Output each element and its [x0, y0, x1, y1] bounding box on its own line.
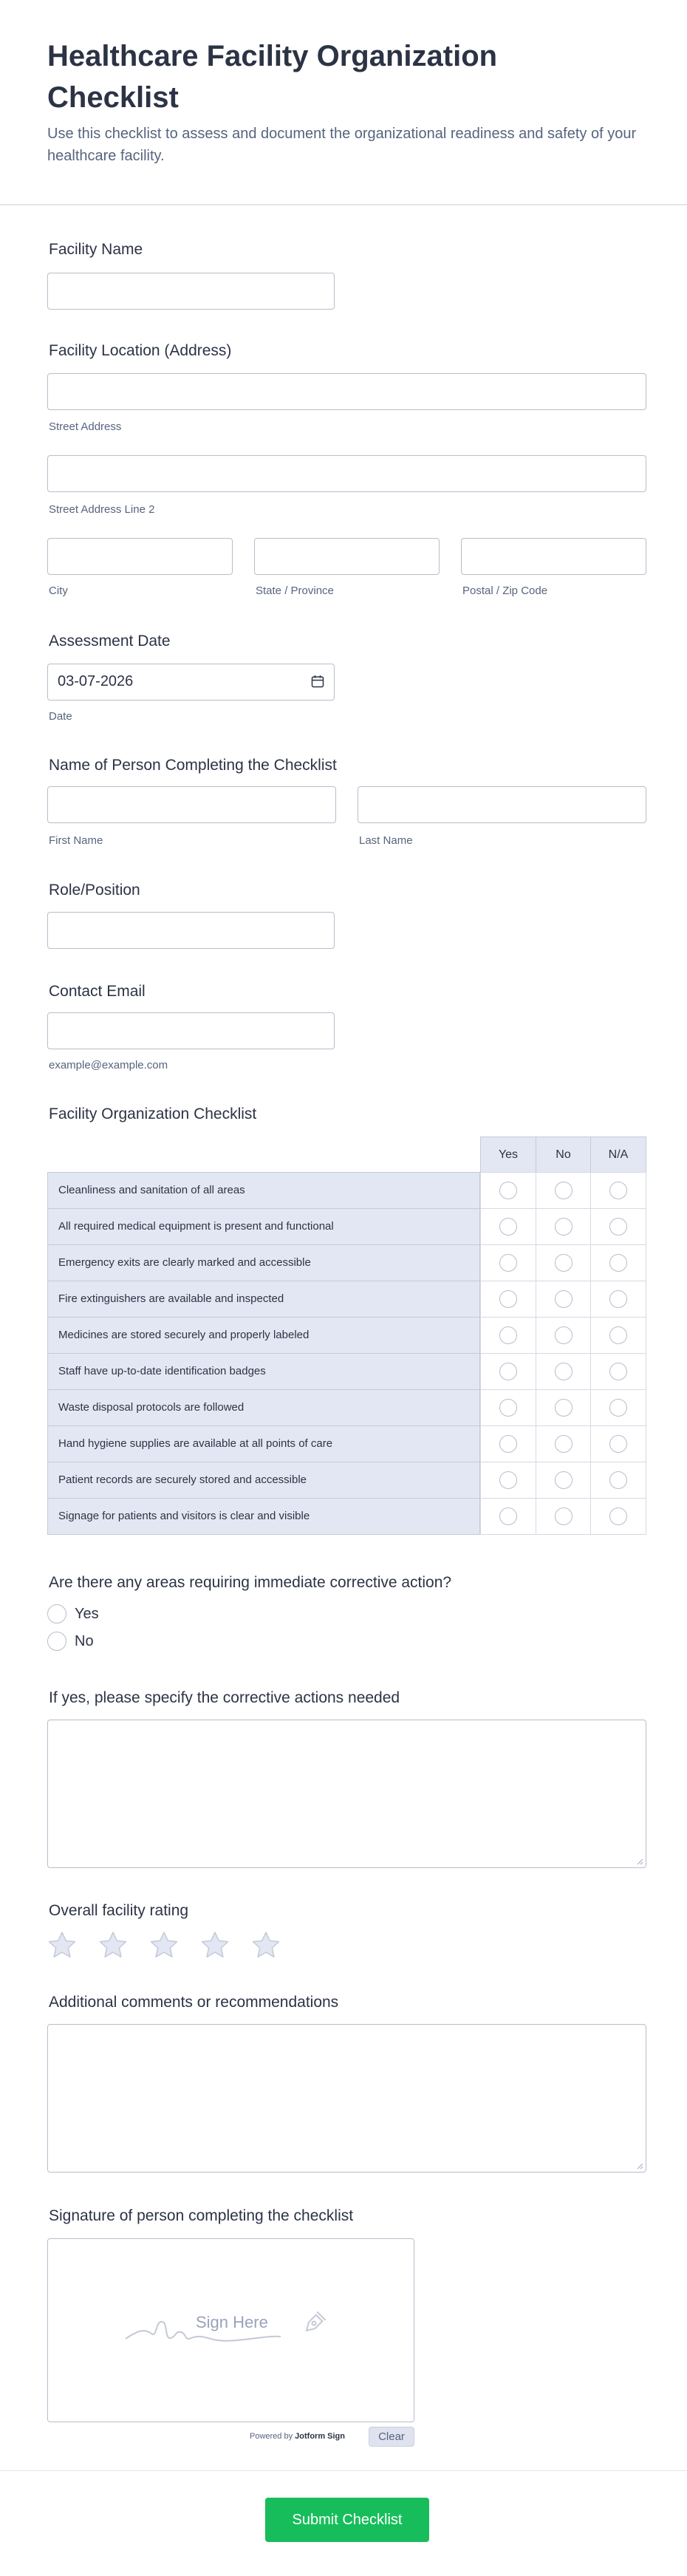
- matrix-cell-no: [536, 1208, 591, 1245]
- clear-signature-button[interactable]: Clear: [369, 2427, 414, 2447]
- city-sublabel: City: [49, 585, 68, 597]
- matrix-row: [47, 1425, 646, 1462]
- last-name-input[interactable]: [358, 786, 646, 823]
- matrix-header-no: No: [536, 1137, 591, 1173]
- powered-by: [250, 2432, 345, 2441]
- matrix-cell-yes: [480, 1317, 536, 1354]
- signature-label: Signature of person completing the checklist: [49, 2207, 354, 2224]
- powered-by-prefix: Powered by: [250, 2432, 293, 2441]
- matrix-row: [47, 1389, 646, 1426]
- matrix-radio-yes[interactable]: [499, 1507, 517, 1525]
- email-input[interactable]: [47, 1012, 335, 1049]
- matrix-radio-no[interactable]: [555, 1254, 572, 1272]
- matrix-row: [47, 1172, 646, 1209]
- matrix-radio-na[interactable]: [609, 1363, 627, 1380]
- rating-star-icon[interactable]: [251, 1930, 281, 1960]
- zip-sublabel: Postal / Zip Code: [462, 585, 548, 597]
- matrix-radio-yes[interactable]: [499, 1471, 517, 1489]
- corrective-details-textarea[interactable]: [47, 1720, 646, 1868]
- facility-name-label: Facility Name: [49, 241, 143, 258]
- pen-nib-icon: [299, 2308, 329, 2338]
- calendar-icon[interactable]: [311, 675, 324, 688]
- rating-label: Overall facility rating: [49, 1902, 189, 1919]
- matrix-radio-na[interactable]: [609, 1254, 627, 1272]
- matrix-cell-na: [590, 1208, 646, 1245]
- matrix-radio-yes[interactable]: [499, 1399, 517, 1417]
- matrix-radio-no[interactable]: [555, 1218, 572, 1236]
- matrix-radio-no[interactable]: [555, 1399, 572, 1417]
- facility-name-input[interactable]: [47, 273, 335, 310]
- matrix-radio-yes[interactable]: [499, 1326, 517, 1344]
- matrix-radio-na[interactable]: [609, 1507, 627, 1525]
- first-name-sublabel: First Name: [49, 834, 103, 847]
- matrix-radio-na[interactable]: [609, 1326, 627, 1344]
- checklist-matrix: [47, 1137, 646, 1540]
- comments-label: Additional comments or recommendations: [49, 1994, 339, 2011]
- assessment-date-input[interactable]: [47, 664, 335, 701]
- resize-grip-icon[interactable]: [636, 1858, 643, 1865]
- assessment-date-label: Assessment Date: [49, 633, 171, 650]
- matrix-row: [47, 1281, 646, 1318]
- email-label: Contact Email: [49, 983, 146, 1000]
- matrix-row: [47, 1353, 646, 1390]
- state-sublabel: State / Province: [256, 585, 334, 597]
- resize-grip-icon[interactable]: [636, 2162, 643, 2170]
- first-name-input[interactable]: [47, 786, 336, 823]
- matrix-cell-yes: [480, 1244, 536, 1281]
- role-input[interactable]: [47, 912, 335, 949]
- signature-pad[interactable]: [47, 2238, 414, 2422]
- matrix-cell-yes: [480, 1425, 536, 1462]
- zip-input[interactable]: [461, 538, 646, 575]
- matrix-cell-na: [590, 1317, 646, 1354]
- matrix-cell-no: [536, 1244, 591, 1281]
- matrix-radio-yes[interactable]: [499, 1218, 517, 1236]
- role-label: Role/Position: [49, 882, 140, 899]
- email-sublabel: example@example.com: [49, 1059, 168, 1071]
- matrix-cell-na: [590, 1281, 646, 1318]
- matrix-row-question: Cleanliness and sanitation of all areas: [47, 1172, 480, 1209]
- matrix-row-question: Emergency exits are clearly marked and accessible: [47, 1244, 480, 1281]
- matrix-row-question: Signage for patients and visitors is clear and visible: [47, 1498, 480, 1535]
- corrective-details-label: If yes, please specify the corrective actions needed: [49, 1689, 400, 1706]
- matrix-cell-no: [536, 1425, 591, 1462]
- matrix-radio-no[interactable]: [555, 1363, 572, 1380]
- rating-star-icon[interactable]: [200, 1930, 230, 1960]
- matrix-row-question: All required medical equipment is present and functional: [47, 1208, 480, 1245]
- matrix-cell-no: [536, 1462, 591, 1499]
- matrix-radio-no[interactable]: [555, 1507, 572, 1525]
- matrix-row-question: Medicines are stored securely and properly labeled: [47, 1317, 480, 1354]
- matrix-radio-na[interactable]: [609, 1290, 627, 1308]
- signature-placeholder: Sign Here: [196, 2313, 268, 2331]
- rating-star-icon[interactable]: [47, 1930, 77, 1960]
- matrix-cell-no: [536, 1317, 591, 1354]
- matrix-cell-no: [536, 1353, 591, 1390]
- matrix-row-question: Patient records are securely stored and accessible: [47, 1462, 480, 1499]
- street-address-input[interactable]: [47, 373, 646, 410]
- powered-by-brand: Jotform Sign: [295, 2432, 345, 2441]
- corrective-no-option[interactable]: [47, 1631, 94, 1652]
- form-subtitle: Use this checklist to assess and document the organizational readiness and safety of your healthcare facility.: [47, 126, 637, 164]
- matrix-cell-na: [590, 1389, 646, 1426]
- corrective-yes-label: Yes: [75, 1605, 99, 1622]
- matrix-cell-na: [590, 1425, 646, 1462]
- matrix-header-na: N/A: [590, 1137, 646, 1173]
- matrix-cell-yes: [480, 1353, 536, 1390]
- matrix-cell-na: [590, 1244, 646, 1281]
- assessment-date-value: 03-07-2026: [58, 673, 134, 689]
- matrix-cell-yes: [480, 1462, 536, 1499]
- matrix-radio-na[interactable]: [609, 1218, 627, 1236]
- person-name-label: Name of Person Completing the Checklist: [49, 757, 337, 774]
- matrix-cell-no: [536, 1498, 591, 1535]
- checklist-label: Facility Organization Checklist: [49, 1105, 257, 1122]
- matrix-radio-no[interactable]: [555, 1435, 572, 1453]
- rating-star-icon[interactable]: [149, 1930, 179, 1960]
- footer-divider: [0, 2470, 687, 2471]
- corrective-yes-option[interactable]: [47, 1604, 99, 1624]
- matrix-cell-no: [536, 1281, 591, 1318]
- form-title: Healthcare Facility Organization Checklist: [47, 40, 498, 114]
- matrix-radio-na[interactable]: [609, 1399, 627, 1417]
- matrix-radio-no[interactable]: [555, 1290, 572, 1308]
- matrix-row: [47, 1462, 646, 1499]
- corrective-no-radio[interactable]: [47, 1632, 66, 1651]
- matrix-cell-yes: [480, 1281, 536, 1318]
- matrix-header-yes: Yes: [480, 1137, 536, 1173]
- matrix-cell-yes: [480, 1389, 536, 1426]
- matrix-row-question: Fire extinguishers are available and inspected: [47, 1281, 480, 1318]
- comments-textarea[interactable]: [47, 2024, 646, 2173]
- matrix-cell-na: [590, 1172, 646, 1209]
- submit-button[interactable]: Submit Checklist: [265, 2498, 429, 2542]
- matrix-radio-na[interactable]: [609, 1435, 627, 1453]
- corrective-action-label: Are there any areas requiring immediate corrective action?: [49, 1574, 452, 1591]
- street-address-sublabel: Street Address: [49, 420, 122, 433]
- matrix-cell-na: [590, 1462, 646, 1499]
- form-header: [0, 0, 687, 205]
- matrix-radio-no[interactable]: [555, 1471, 572, 1489]
- corrective-yes-radio[interactable]: [47, 1604, 66, 1623]
- matrix-cell-na: [590, 1353, 646, 1390]
- last-name-sublabel: Last Name: [359, 834, 413, 847]
- matrix-row: [47, 1498, 646, 1535]
- matrix-radio-yes[interactable]: [499, 1290, 517, 1308]
- matrix-row-question: Staff have up-to-date identification badges: [47, 1353, 480, 1390]
- matrix-radio-yes[interactable]: [499, 1182, 517, 1199]
- matrix-row-question: Hand hygiene supplies are available at all points of care: [47, 1425, 480, 1462]
- matrix-cell-yes: [480, 1172, 536, 1209]
- street-address-line2-sublabel: Street Address Line 2: [49, 503, 155, 516]
- matrix-radio-na[interactable]: [609, 1471, 627, 1489]
- matrix-radio-no[interactable]: [555, 1326, 572, 1344]
- matrix-cell-yes: [480, 1208, 536, 1245]
- matrix-radio-yes[interactable]: [499, 1363, 517, 1380]
- matrix-cell-na: [590, 1498, 646, 1535]
- state-input[interactable]: [254, 538, 440, 575]
- rating-star-icon[interactable]: [98, 1930, 128, 1960]
- matrix-row: [47, 1317, 646, 1354]
- matrix-row: [47, 1208, 646, 1245]
- matrix-radio-no[interactable]: [555, 1182, 572, 1199]
- matrix-radio-yes[interactable]: [499, 1435, 517, 1453]
- location-label: Facility Location (Address): [49, 342, 232, 359]
- matrix-radio-na[interactable]: [609, 1182, 627, 1199]
- city-input[interactable]: [47, 538, 233, 575]
- matrix-radio-yes[interactable]: [499, 1254, 517, 1272]
- matrix-row-question: Waste disposal protocols are followed: [47, 1389, 480, 1426]
- corrective-no-label: No: [75, 1632, 94, 1649]
- matrix-cell-yes: [480, 1498, 536, 1535]
- matrix-cell-no: [536, 1389, 591, 1426]
- street-address-line2-input[interactable]: [47, 455, 646, 492]
- matrix-cell-no: [536, 1172, 591, 1209]
- assessment-date-sublabel: Date: [49, 710, 72, 723]
- matrix-row: [47, 1244, 646, 1281]
